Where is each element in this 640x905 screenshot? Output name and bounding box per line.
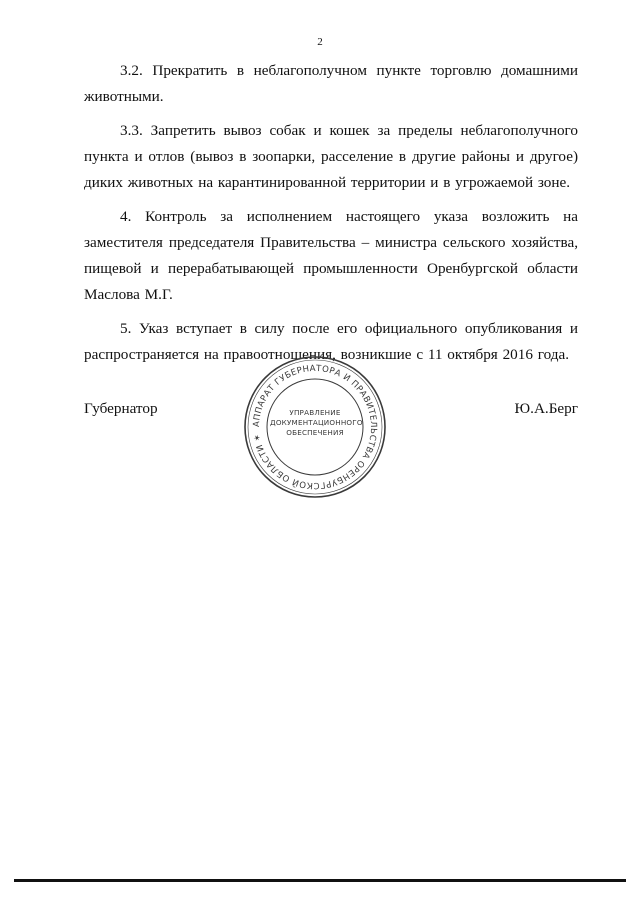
- paragraph-3-2: 3.2. Прекратить в неблагополучном пункте торговлю домашними животными.: [84, 62, 578, 105]
- paragraph-5: 5. Указ вступает в силу после его официального опубликования и распространяется на правоотношения, возникшие с 11 октября 2016 года.: [84, 320, 578, 363]
- page-bottom-rule: [14, 879, 626, 882]
- stamp-center-text: [270, 408, 363, 438]
- paragraph-4: 4. Контроль за исполнением настоящего указа возложить на заместителя председателя Правительства – министра сельского хозяйства, пищевой и перерабатывающей промышленности Оренбургской области Маслова М.Г.: [84, 208, 578, 303]
- stamp-center-line: УПРАВЛЕНИЕ: [289, 408, 341, 417]
- paragraph-3-3: 3.3. Запретить вывоз собак и кошек за пределы неблагополучного пункта и отлов (вывоз в зоопарки, расселение в другие районы и другое) диких животных на карантинированной территории и в угрожаемой зоне.: [84, 122, 578, 191]
- official-stamp: [240, 352, 390, 502]
- page-number: 2: [317, 36, 323, 48]
- signatory-title: Губернатор: [84, 400, 158, 417]
- stamp-center-line: ОБЕСПЕЧЕНИЯ: [286, 428, 344, 437]
- stamp-ring-text: АППАРАТ ГУБЕРНАТОРА И ПРАВИТЕЛЬСТВА ОРЕНБУРГСКОЙ ОБЛАСТИ ✶: [251, 363, 379, 491]
- stamp-center-line: ДОКУМЕНТАЦИОННОГО: [270, 418, 363, 427]
- document-body: [84, 58, 578, 376]
- signatory-name: Ю.А.Берг: [514, 400, 578, 417]
